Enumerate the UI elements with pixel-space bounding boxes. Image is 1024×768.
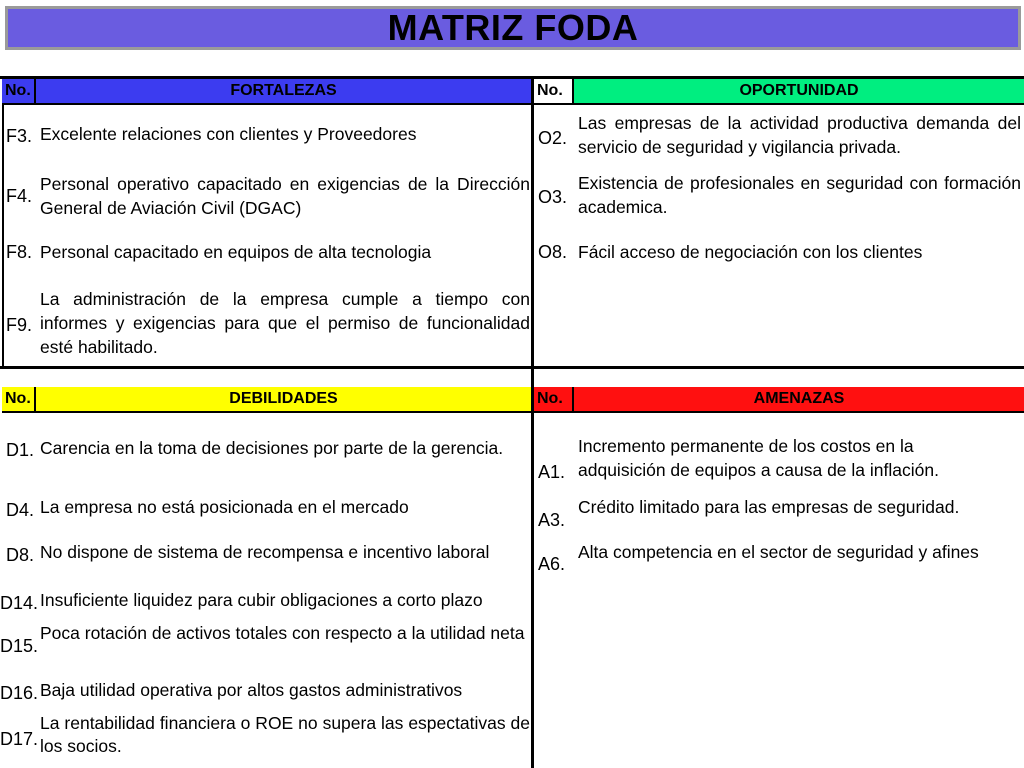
oportunidad-code: O8. — [538, 242, 568, 262]
amenazas-text: Incremento permanente de los costos en la adquisición de equipos a causa de la inflación. — [578, 436, 939, 480]
debilidades-no-header: No. — [2, 387, 36, 413]
debilidades-text: Carencia en la toma de decisiones por parte de la gerencia. — [40, 438, 504, 458]
amenazas-code: A3. — [538, 510, 566, 530]
debilidades-code: D15. — [0, 636, 39, 656]
title-banner — [5, 6, 1021, 50]
debilidades-code: D17. — [0, 729, 39, 749]
grid-left-border — [2, 76, 4, 366]
fortalezas-code: F4. — [6, 186, 33, 206]
fortalezas-text: La administración de la empresa cumple a tiempo con informes y exigencias para que el permiso de funcionalidad esté habilitado. — [40, 289, 530, 357]
oportunidad-no-header: No. — [534, 79, 574, 105]
debilidades-text: Baja utilidad operativa por altos gastos administrativos — [40, 680, 463, 700]
fortalezas-code: F8. — [6, 242, 33, 262]
amenazas-text: Alta competencia en el sector de seguridad y afines — [578, 542, 979, 562]
debilidades-code: D8. — [6, 545, 35, 565]
oportunidad-code: O2. — [538, 128, 568, 148]
debilidades-code: D4. — [6, 500, 35, 520]
debilidades-code: D1. — [6, 440, 35, 460]
debilidades-text: La empresa no está posicionada en el mercado — [40, 497, 409, 517]
oportunidad-text: Fácil acceso de negociación con los clientes — [578, 242, 923, 262]
amenazas-code: A1. — [538, 462, 566, 482]
oportunidad-text: Las empresas de la actividad productiva demanda del servicio de seguridad y vigilancia privada. — [578, 113, 1021, 157]
fortalezas-code: F3. — [6, 126, 33, 146]
debilidades-text: Insuficiente liquidez para cubir obligaciones a corto plazo — [40, 590, 483, 610]
debilidades-text: Poca rotación de activos totales con respecto a la utilidad neta — [40, 623, 525, 643]
grid-middle-divider — [0, 366, 1024, 369]
oportunidad-text: Existencia de profesionales en seguridad con formación academica. — [578, 173, 1021, 217]
fortalezas-text: Personal operativo capacitado en exigencias de la Dirección General de Aviación Civil (DGAC) — [40, 174, 530, 218]
page-title: MATRIZ FODA — [387, 7, 639, 48]
fortalezas-text: Excelente relaciones con clientes y Proveedores — [40, 124, 417, 144]
amenazas-no-header: No. — [534, 387, 574, 413]
debilidades-code: D16. — [0, 683, 39, 703]
amenazas-text: Crédito limitado para las empresas de seguridad. — [578, 497, 960, 517]
fortalezas-text: Personal capacitado en equipos de alta tecnologia — [40, 242, 432, 262]
debilidades-code: D14. — [0, 593, 39, 613]
debilidades-text: No dispone de sistema de recompensa e incentivo laboral — [40, 542, 490, 562]
fortalezas-no-header: No. — [2, 79, 36, 105]
fortalezas-code: F9. — [6, 315, 33, 335]
grid-center-divider — [531, 76, 534, 768]
debilidades-header: DEBILIDADES — [36, 387, 531, 413]
amenazas-header: AMENAZAS — [574, 387, 1024, 413]
oportunidad-header: OPORTUNIDAD — [574, 79, 1024, 105]
fortalezas-header: FORTALEZAS — [36, 79, 531, 105]
amenazas-code: A6. — [538, 554, 566, 574]
oportunidad-code: O3. — [538, 187, 568, 207]
debilidades-text: La rentabilidad financiera o ROE no supera las espectativas de los socios. — [40, 713, 530, 756]
